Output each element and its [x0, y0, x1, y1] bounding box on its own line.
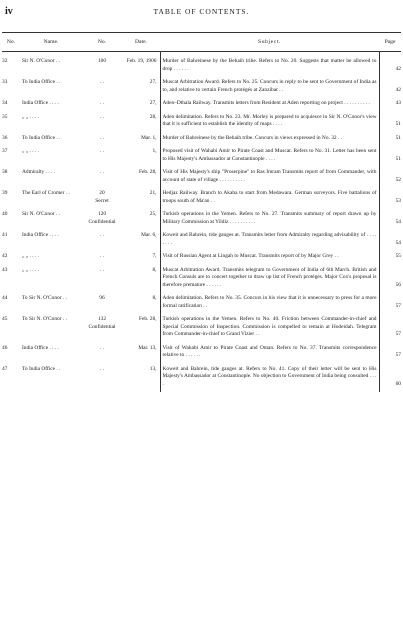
entry-name: India Office . . . . [22, 344, 59, 351]
entry-date: Feb. 19, 1906 [126, 58, 157, 64]
entry-number: 44 [2, 295, 8, 301]
entry-page: 52 [395, 176, 401, 183]
entry-page: 42 [395, 86, 401, 93]
entry-number: 40 [2, 211, 8, 217]
entry-doc-number: . . [99, 253, 105, 259]
entry-subject: Muscat Arbitration Award. Refers to No. 25. Concurs in reply to be sent to Government of India as to, and relative to certain French protégés at Zanzibar . . [160, 77, 379, 94]
table-row [2, 265, 401, 290]
header-no2: No. [82, 33, 122, 52]
entry-subject: Proposed visit of Wahabi Amir to Pirate Coast and Muscat. Refers to No. 31. Letter has been sent to His Majesty's Ambassador at Constantinople . . . . [160, 146, 379, 163]
entry-doc-number: . . [99, 100, 105, 106]
entry-name: To India Office . . [22, 134, 61, 141]
entry-name: Sir N. O'Conor . . [22, 58, 60, 64]
entry-date: 21, [149, 190, 157, 196]
entry-date: Mar. 6, [141, 232, 157, 238]
entry-page: 43 [395, 100, 401, 106]
entry-number: 47 [2, 365, 8, 372]
entry-name: „ „ . . . . [22, 113, 39, 120]
entry-page: 54 [395, 218, 401, 225]
table-row [2, 314, 401, 339]
table-row [2, 293, 401, 310]
table-row [2, 56, 401, 73]
table-row [2, 146, 401, 163]
table-header-row [2, 33, 401, 52]
entry-page: 55 [395, 253, 401, 259]
entry-doc-number: . . [99, 148, 105, 154]
entry-name: India Office . . . . [22, 100, 59, 106]
entry-doc-number: 132 Confidential [88, 316, 116, 330]
entry-doc-number: . . [99, 169, 105, 175]
entry-date: 27, [149, 79, 157, 85]
entry-number: 34 [2, 100, 8, 106]
entry-page: 51 [395, 134, 401, 141]
entry-date: 13, [149, 365, 157, 372]
entry-page: 42 [395, 65, 401, 72]
entry-date: 8, [152, 295, 157, 301]
entry-number: 37 [2, 148, 8, 154]
table-row [2, 167, 401, 184]
entry-number: 35 [2, 113, 8, 120]
entry-subject: Koweit and Bahrein, tide gauges at. Refers to No. 41. Copy of their letter will be sent to His Majesty's Ambassador at Constantinople. No objection to Government of India being consulted . . . . [160, 364, 379, 389]
header-name: Name. [20, 33, 82, 52]
entry-doc-number: . . [99, 134, 105, 141]
page-header [0, 6, 403, 20]
table-row [2, 364, 401, 389]
entry-name: To Sir N. O'Conor . . [22, 316, 67, 322]
entry-page: 51 [395, 155, 401, 162]
contents-table [2, 32, 401, 392]
entry-name: Admiralty . . . . [22, 169, 55, 175]
entry-date: Feb. 28, [138, 316, 157, 322]
entry-page: 53 [395, 197, 401, 204]
entry-number: 43 [2, 266, 8, 273]
entry-date: Mar. 13, [138, 344, 157, 351]
table-row [2, 112, 401, 129]
entry-date: 27, [149, 100, 157, 106]
table-row [2, 251, 401, 261]
entry-doc-number: 120 Confidential [88, 211, 116, 225]
entry-name: To Sir N. O'Conor . . [22, 295, 67, 301]
entry-number: 39 [2, 190, 8, 196]
entry-date: 28, [149, 113, 157, 120]
header-no: No. [2, 33, 20, 52]
table-row [2, 343, 401, 360]
entry-subject: Murder of Bahreinese by the Behaih tribe. Refers to No. 20. Suggests that matter be allowed to drop . . . . . . [160, 56, 379, 73]
entry-doc-number: 20 Secret [95, 190, 109, 204]
entry-doc-number: 100 [97, 58, 107, 64]
entry-date: Mar. 1, [141, 134, 157, 141]
entry-name: To India Office . . [22, 365, 61, 372]
entry-page: 60 [395, 380, 401, 387]
header-page: Page [379, 33, 401, 52]
entry-page: 51 [395, 121, 401, 127]
page-title: TABLE OF CONTENTS. [153, 7, 250, 16]
entry-doc-number: . . [99, 365, 105, 372]
header-subject: Subject. [160, 33, 379, 52]
entry-name: Sir N. O'Conor . . [22, 211, 60, 217]
table-row [2, 209, 401, 226]
entry-number: 33 [2, 79, 8, 85]
entry-page: 57 [395, 302, 401, 309]
entry-number: 45 [2, 316, 8, 322]
entry-name: „ „ . . . . [22, 253, 39, 259]
entry-subject: Aden delimitation. Refers to No. 23. Mr. Morley is prepared to acquiesce in Sir N. O'Conor's view that it is sufficient to establish the identity of maps . . . . [160, 112, 379, 129]
entry-doc-number: . . [99, 79, 105, 85]
entry-name: „ „ . . . . [22, 266, 39, 273]
table-row [2, 188, 401, 205]
entry-subject: Visit of His Majesty's ship "Proserpine" to Ras Imram Transmits report of from Commander, with account of state of village . . . . . . . . . . [160, 167, 379, 184]
entry-page: 56 [395, 281, 401, 288]
table-row [2, 133, 401, 143]
entry-subject: Turkish operations in the Yemen. Refers to No. 27. Transmits summary of report drawn up by Military Commission at Yildiz . . . . . . . . . . [160, 209, 379, 226]
table-row [2, 98, 401, 108]
entry-name: The Earl of Cromer . . [22, 190, 70, 196]
entry-subject: Hedjaz Railway. Branch to Akaba to start from Medawara. German surveyors. Five battalions of troops south of Ma'an . . [160, 188, 379, 205]
entry-date: 1, [152, 148, 157, 154]
entry-date: 8, [152, 266, 157, 273]
entry-number: 36 [2, 134, 8, 141]
entry-number: 46 [2, 344, 8, 351]
entry-number: 32 [2, 58, 8, 64]
entry-subject: Visit of Wahabi Amir to Pirate Coast and Oman. Refers to No. 37. Transmits correspondence relative to . . . . . . [160, 343, 379, 360]
entry-date: 25, [149, 211, 157, 217]
entry-doc-number: . . [99, 113, 105, 120]
entry-subject: Aden–Dthala Railway. Transmits letters from Resident at Aden reporting on project . . . . . . . . . . [160, 98, 379, 108]
entry-date: Feb. 28, [138, 169, 157, 175]
entry-name: To India Office . . [22, 79, 61, 85]
entry-number: 38 [2, 169, 8, 175]
entry-page: 57 [395, 331, 401, 337]
header-date: Date. [122, 33, 160, 52]
entry-doc-number: . . [99, 266, 105, 273]
entry-doc-number: 96 [99, 295, 105, 301]
entry-page: 57 [395, 352, 401, 358]
entry-subject: Murder of Bahreinese by the Behaih tribe. Concurs in views expressed in No. 32 . . [160, 133, 379, 143]
entry-subject: Aden delimitation. Refers to No. 35. Concurs in his view that it is unnecessary to press for a more formal ratification . . [160, 293, 379, 310]
entry-page: 54 [395, 239, 401, 246]
entry-name: „ „ . . . . [22, 148, 39, 154]
entry-number: 42 [2, 253, 8, 259]
entry-doc-number: . . [99, 344, 105, 351]
entry-number: 41 [2, 232, 8, 238]
entry-name: India Office . . . . [22, 232, 59, 238]
page-number: iv [5, 6, 13, 17]
entry-subject: Visit of Russian Agent at Lingah to Muscat. Transmits report of by Major Grey . . [160, 251, 379, 261]
table-row [2, 230, 401, 247]
table-row [2, 77, 401, 94]
entry-doc-number: . . [99, 232, 105, 238]
entry-date: 7, [152, 253, 157, 259]
entry-subject: Koweit and Bahrein, tide gauges at. Transmits letter from Admiralty regarding advisability of . . . . . . . . [160, 230, 379, 247]
entry-subject: Turkish operations in the Yemen. Refers to No. 40. Friction between Commander-in-chief and Special Commission of Inspection. Commission is compelled to remain at Hodeidah. Telegram from Commander-in-chief to Grand Vizier . . [160, 314, 379, 339]
entry-subject: Muscat Arbitration Award. Transmits telegram to Government of India of 6th March. British and French Consuls are to concert together to draw up list of French protégés. Major Cox's proposal is therefore premature . . . . . . [160, 265, 379, 290]
